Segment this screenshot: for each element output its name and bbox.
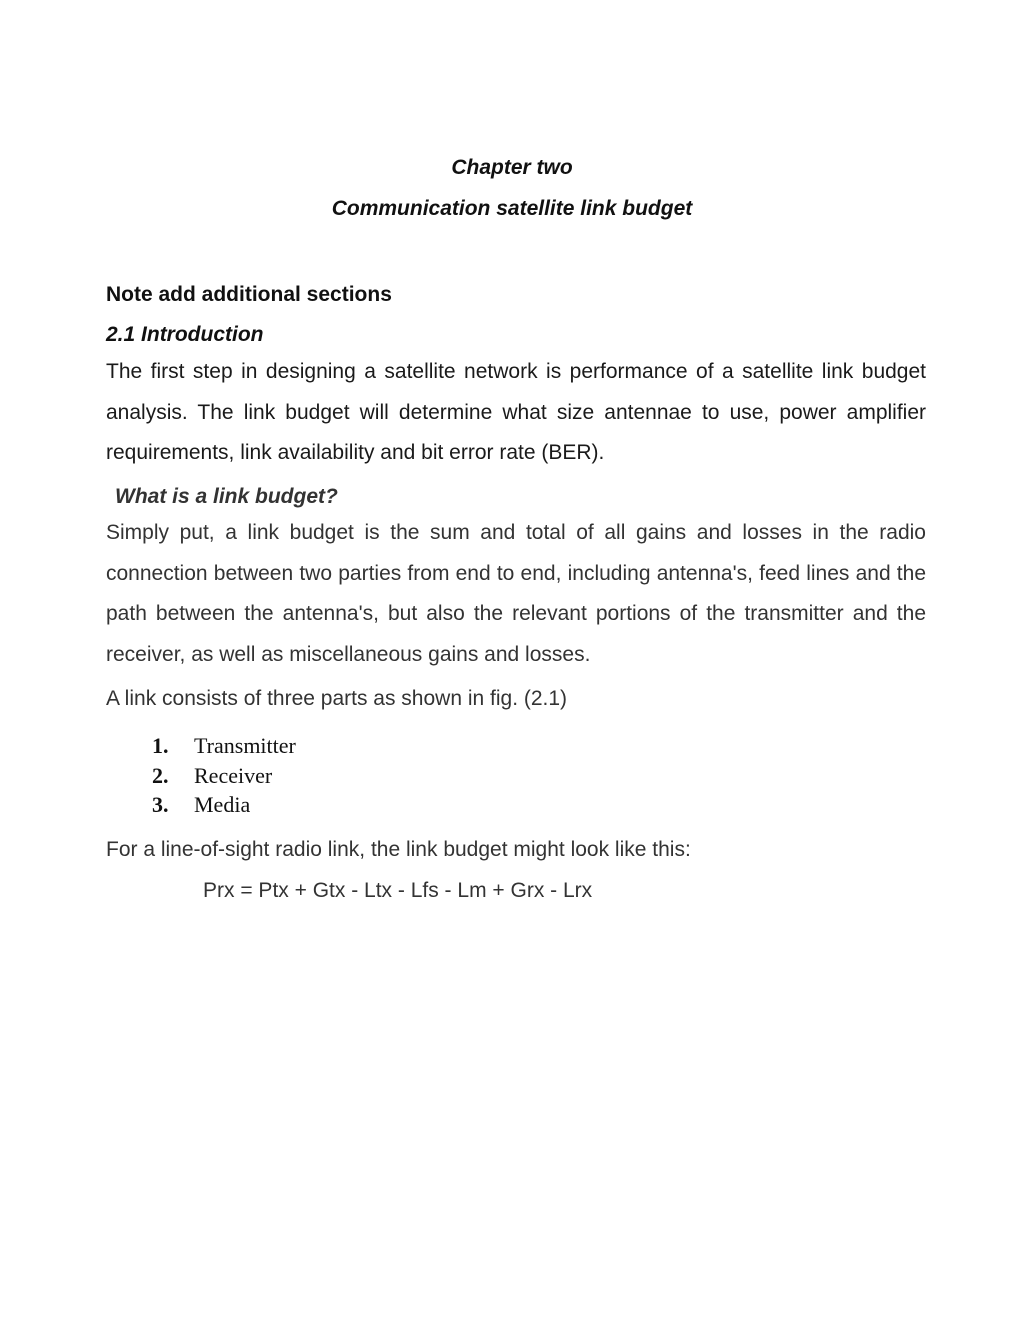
- list-item: [152, 761, 296, 791]
- what-is-heading: What is a link budget?: [115, 485, 338, 508]
- list-item: [152, 731, 296, 761]
- link-budget-equation: Prx = Ptx + Gtx - Ltx - Lfs - Lm + Grx - Lrx: [203, 879, 593, 902]
- list-number: 2.: [152, 762, 169, 788]
- list-number: 3.: [152, 792, 169, 817]
- chapter-title: Chapter two: [451, 156, 573, 179]
- note-heading: Note add additional sections: [106, 283, 392, 306]
- list-label: Transmitter: [194, 733, 296, 758]
- list-label: Media: [194, 792, 251, 817]
- chapter-subtitle: Communication satellite link budget: [331, 197, 693, 220]
- introduction-paragraph: The first step in designing a satellite network is performance of a satellite link budget analysis. The link budget will determine what size antennae to use, power amplifier requirements, link availability and bit error rate (BER).: [106, 360, 926, 464]
- list-label: Receiver: [194, 762, 273, 788]
- los-intro: For a line-of-sight radio link, the link budget might look like this:: [106, 838, 691, 861]
- list-number: 1.: [152, 733, 169, 758]
- parts-list: [152, 731, 296, 820]
- what-is-paragraph: Simply put, a link budget is the sum and total of all gains and losses in the radio connection between two parties from end to end, including antenna's, feed lines and the path between the antenna's, but also the relevant portions of the transmitter and the receiver, as well as miscellaneous gains and losses.: [106, 521, 926, 666]
- section-heading: 2.1 Introduction: [106, 323, 264, 346]
- parts-intro: A link consists of three parts as shown in fig. (2.1): [106, 687, 568, 710]
- list-item: [152, 790, 296, 820]
